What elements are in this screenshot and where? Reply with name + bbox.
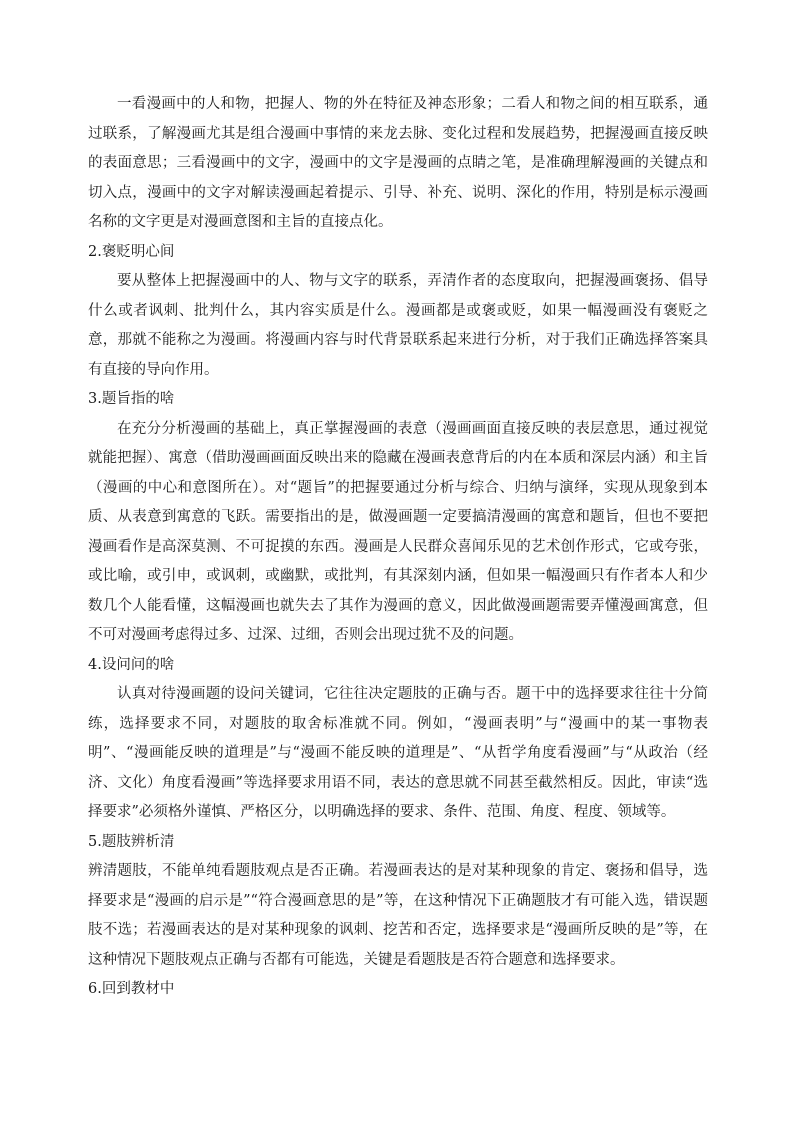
section-heading-praise-criticism: 2.褒贬明心间 [88,243,175,260]
section-heading-textbook: 6.回到教材中 [88,981,175,997]
section-heading-question: 4.设问问的啥 [88,656,175,673]
paragraph-options: 辨清题肢，不能单纯看题肢观点是否正确。若漫画表达的是对某种现象的肯定、褒扬和倡导，选择要求是“漫画的启示是”“符合漫画意思的是”等，在这种情况下正确题肢才有可能入选，错误题肢不选；若漫画表达的是对某种现象的讽刺、挖苦和否定，选择要求是“漫画所反映的是”等，在这种情况下题肢观点正确与否都有可能选，关键是看题肢是否符合题意和选择要求。 [88,863,708,968]
paragraph-observe-comic: 一看漫画中的人和物，把握人、物的外在特征及神态形象；二看人和物之间的相互联系，通过联系，了解漫画尤其是组合漫画中事情的来龙去脉、变化过程和发展趋势，把握漫画直接反映的表面意思；三看漫画中的文字，漫画中的文字是漫画的点睛之笔，是准确理解漫画的关键点和切入点，漫画中的文字对解读漫画起着提示、引导、补充、说明、深化的作用，特别是标示漫画名称的文字更是对漫画意图和主旨的直接点化。 [88,96,708,230]
paragraph-theme: 在充分分析漫画的基础上，真正掌握漫画的表意（漫画画面直接反映的表层意思，通过视觉就能把握）、寓意（借助漫画画面反映出来的隐藏在漫画表意背后的内在本质和深层内涵）和主旨（漫画的中心和意图所在）。对“题旨”的把握要通过分析与综合、归纳与演绎，实现从现象到本质、从表意到寓意的飞跃。需要指出的是，做漫画题一定要搞清漫画的寓意和题旨，但也不要把漫画看作是高深莫测、不可捉摸的东西。漫画是人民群众喜闻乐见的艺术创作形式，它或夸张，或比喻，或引申，或讽刺，或幽默，或批判，有其深刻内涵，但如果一幅漫画只有作者本人和少数几个人能看懂，这幅漫画也就失去了其作为漫画的意义，因此做漫画题需要弄懂漫画寓意，但不可对漫画考虑得过多、过深、过细，否则会出现过犹不及的问题。 [88,420,708,643]
section-heading-options: 5.题肢辨析清 [88,833,175,850]
paragraph-question: 认真对待漫画题的设问关键词，它往往决定题肢的正确与否。题干中的选择要求往往十分简练，选择要求不同，对题肢的取舍标准就不同。例如，“漫画表明”与“漫画中的某一事物表明”、“漫画能反映的道理是”与“漫画不能反映的道理是”、“从哲学角度看漫画”与“从政治（经济、文化）角度看漫画”等选择要求用语不同，表达的意思就不同甚至截然相反。因此，审读“选择要求”必须格外谨慎、严格区分，以明确选择的要求、条件、范围、角度、程度、领域等。 [88,686,708,820]
document-page [88,90,708,1005]
paragraph-praise-criticism: 要从整体上把握漫画中的人、物与文字的联系，弄清作者的态度取向，把握漫画褒扬、倡导什么或者讽刺、批判什么，其内容实质是什么。漫画都是或褒或贬，如果一幅漫画没有褒贬之意，那就不能称之为漫画。将漫画内容与时代背景联系起来进行分析，对于我们正确选择答案具有直接的导向作用。 [88,273,708,378]
section-heading-theme: 3.题旨指的啥 [88,391,175,407]
